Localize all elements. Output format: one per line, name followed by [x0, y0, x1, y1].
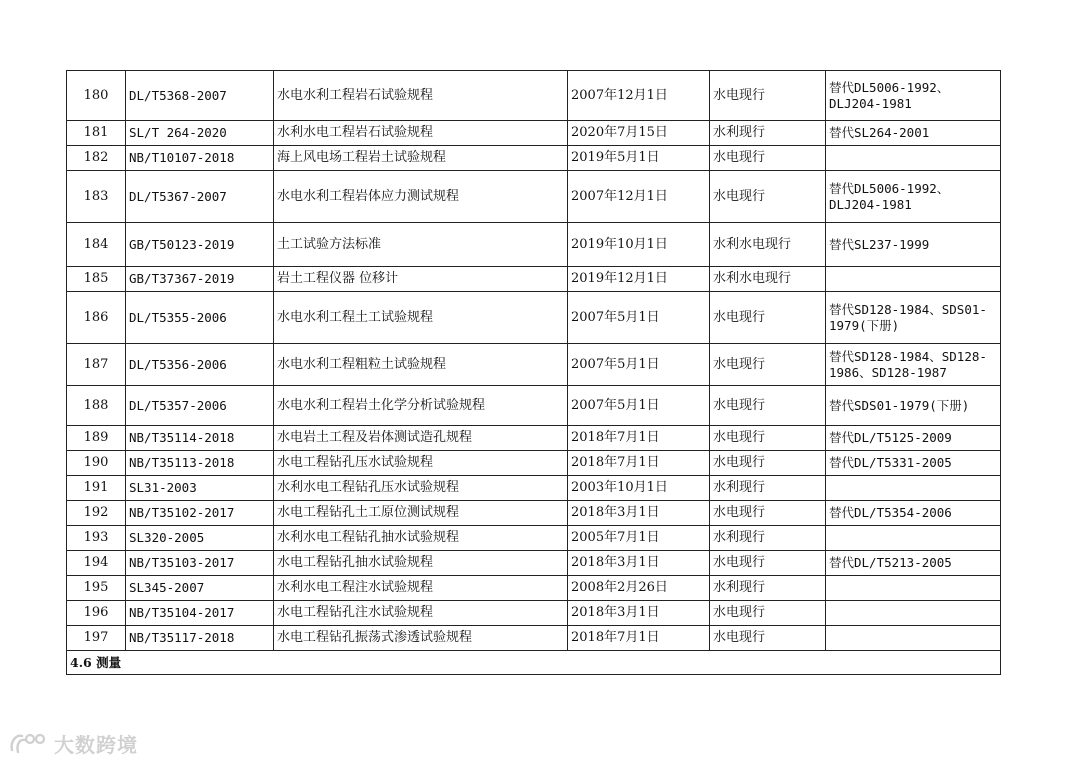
- standards-table: [66, 70, 1001, 675]
- replaces-text: [826, 576, 1001, 601]
- row-number: 186: [67, 292, 126, 344]
- replaces-text: 替代DL/T5331-2005: [826, 451, 1001, 476]
- standard-name: 水电岩土工程及岩体测试造孔规程: [274, 426, 568, 451]
- replaces-text: [826, 476, 1001, 501]
- replaces-text: 替代SD128-1984、SD128- 1986、SD128-1987: [826, 344, 1001, 386]
- table-row: [67, 267, 1001, 292]
- status-text: 水电现行: [710, 501, 826, 526]
- effective-date: 2007年5月1日: [568, 386, 710, 426]
- standard-name: 水利水电工程注水试验规程: [274, 576, 568, 601]
- standard-code: DL/T5367-2007: [126, 171, 274, 223]
- row-number: 182: [67, 146, 126, 171]
- table-row: [67, 121, 1001, 146]
- replaces-text: 替代SD128-1984、SDS01- 1979(下册): [826, 292, 1001, 344]
- standards-table-body: [67, 71, 1001, 675]
- standard-code: NB/T35113-2018: [126, 451, 274, 476]
- table-row: [67, 223, 1001, 267]
- replaces-text: [826, 267, 1001, 292]
- replaces-text: 替代DL/T5213-2005: [826, 551, 1001, 576]
- effective-date: 2018年3月1日: [568, 501, 710, 526]
- row-number: 195: [67, 576, 126, 601]
- row-number: 190: [67, 451, 126, 476]
- table-row: [67, 386, 1001, 426]
- status-text: 水利现行: [710, 121, 826, 146]
- table-row: [67, 626, 1001, 651]
- effective-date: 2019年5月1日: [568, 146, 710, 171]
- replaces-text: 替代DL/T5354-2006: [826, 501, 1001, 526]
- status-text: 水电现行: [710, 344, 826, 386]
- table-row: [67, 171, 1001, 223]
- standard-name: 水电水利工程岩土化学分析试验规程: [274, 386, 568, 426]
- effective-date: 2008年2月26日: [568, 576, 710, 601]
- table-row: [67, 344, 1001, 386]
- effective-date: 2005年7月1日: [568, 526, 710, 551]
- watermark-text: 大数跨境: [54, 732, 138, 757]
- table-row: [67, 551, 1001, 576]
- replaces-text: 替代DL5006-1992、 DLJ204-1981: [826, 171, 1001, 223]
- standard-name: 水电水利工程岩体应力测试规程: [274, 171, 568, 223]
- row-number: 192: [67, 501, 126, 526]
- standard-code: GB/T50123-2019: [126, 223, 274, 267]
- table-row: [67, 71, 1001, 121]
- row-number: 193: [67, 526, 126, 551]
- watermark: [8, 726, 138, 760]
- table-row: [67, 601, 1001, 626]
- standard-name: 岩土工程仪器 位移计: [274, 267, 568, 292]
- status-text: 水电现行: [710, 146, 826, 171]
- table-row: [67, 576, 1001, 601]
- status-text: 水利水电现行: [710, 267, 826, 292]
- replaces-text: 替代DL/T5125-2009: [826, 426, 1001, 451]
- standard-code: NB/T35103-2017: [126, 551, 274, 576]
- standard-code: SL31-2003: [126, 476, 274, 501]
- table-row: [67, 476, 1001, 501]
- effective-date: 2018年3月1日: [568, 601, 710, 626]
- replaces-text: [826, 526, 1001, 551]
- row-number: 191: [67, 476, 126, 501]
- row-number: 189: [67, 426, 126, 451]
- standard-name: 水利水电工程钻孔压水试验规程: [274, 476, 568, 501]
- table-row: [67, 426, 1001, 451]
- standard-code: NB/T35104-2017: [126, 601, 274, 626]
- row-number: 184: [67, 223, 126, 267]
- effective-date: 2007年12月1日: [568, 71, 710, 121]
- row-number: 187: [67, 344, 126, 386]
- standard-code: DL/T5357-2006: [126, 386, 274, 426]
- status-text: 水利水电现行: [710, 223, 826, 267]
- effective-date: 2007年5月1日: [568, 292, 710, 344]
- row-number: 197: [67, 626, 126, 651]
- status-text: 水利现行: [710, 526, 826, 551]
- standard-code: SL/T 264-2020: [126, 121, 274, 146]
- row-number: 188: [67, 386, 126, 426]
- standard-name: 水电工程钻孔注水试验规程: [274, 601, 568, 626]
- standard-name: 水电水利工程粗粒土试验规程: [274, 344, 568, 386]
- row-number: 181: [67, 121, 126, 146]
- standard-name: 水利水电工程钻孔抽水试验规程: [274, 526, 568, 551]
- replaces-text: 替代SL237-1999: [826, 223, 1001, 267]
- effective-date: 2018年3月1日: [568, 551, 710, 576]
- status-text: 水电现行: [710, 292, 826, 344]
- status-text: 水电现行: [710, 451, 826, 476]
- standard-name: 海上风电场工程岩土试验规程: [274, 146, 568, 171]
- effective-date: 2018年7月1日: [568, 626, 710, 651]
- status-text: 水电现行: [710, 386, 826, 426]
- effective-date: 2003年10月1日: [568, 476, 710, 501]
- standard-code: DL/T5368-2007: [126, 71, 274, 121]
- standard-code: SL345-2007: [126, 576, 274, 601]
- effective-date: 2019年12月1日: [568, 267, 710, 292]
- section-row: [67, 651, 1001, 675]
- status-text: 水电现行: [710, 626, 826, 651]
- status-text: 水电现行: [710, 601, 826, 626]
- standard-code: NB/T10107-2018: [126, 146, 274, 171]
- replaces-text: 替代DL5006-1992、 DLJ204-1981: [826, 71, 1001, 121]
- row-number: 183: [67, 171, 126, 223]
- replaces-text: 替代SL264-2001: [826, 121, 1001, 146]
- brand-logo-icon: [8, 730, 48, 756]
- standard-code: SL320-2005: [126, 526, 274, 551]
- effective-date: 2019年10月1日: [568, 223, 710, 267]
- standard-code: DL/T5355-2006: [126, 292, 274, 344]
- standard-name: 水电水利工程土工试验规程: [274, 292, 568, 344]
- effective-date: 2007年12月1日: [568, 171, 710, 223]
- replaces-text: [826, 626, 1001, 651]
- status-text: 水电现行: [710, 71, 826, 121]
- status-text: 水电现行: [710, 551, 826, 576]
- effective-date: 2018年7月1日: [568, 426, 710, 451]
- standard-code: GB/T37367-2019: [126, 267, 274, 292]
- status-text: 水利现行: [710, 576, 826, 601]
- effective-date: 2020年7月15日: [568, 121, 710, 146]
- standard-name: 水电工程钻孔振荡式渗透试验规程: [274, 626, 568, 651]
- standard-name: 水电工程钻孔土工原位测试规程: [274, 501, 568, 526]
- standard-name: 水电工程钻孔压水试验规程: [274, 451, 568, 476]
- row-number: 185: [67, 267, 126, 292]
- standard-code: DL/T5356-2006: [126, 344, 274, 386]
- table-row: [67, 292, 1001, 344]
- standard-code: NB/T35117-2018: [126, 626, 274, 651]
- effective-date: 2007年5月1日: [568, 344, 710, 386]
- status-text: 水电现行: [710, 426, 826, 451]
- table-row: [67, 451, 1001, 476]
- standard-code: NB/T35114-2018: [126, 426, 274, 451]
- standard-code: NB/T35102-2017: [126, 501, 274, 526]
- table-row: [67, 526, 1001, 551]
- row-number: 196: [67, 601, 126, 626]
- table-row: [67, 501, 1001, 526]
- replaces-text: [826, 146, 1001, 171]
- standard-name: 水电水利工程岩石试验规程: [274, 71, 568, 121]
- standard-name: 水电工程钻孔抽水试验规程: [274, 551, 568, 576]
- status-text: 水电现行: [710, 171, 826, 223]
- replaces-text: [826, 601, 1001, 626]
- standard-name: 土工试验方法标准: [274, 223, 568, 267]
- table-row: [67, 146, 1001, 171]
- status-text: 水利现行: [710, 476, 826, 501]
- row-number: 194: [67, 551, 126, 576]
- replaces-text: 替代SDS01-1979(下册): [826, 386, 1001, 426]
- standard-name: 水利水电工程岩石试验规程: [274, 121, 568, 146]
- section-heading: 4.6 测量: [67, 651, 1001, 675]
- effective-date: 2018年7月1日: [568, 451, 710, 476]
- row-number: 180: [67, 71, 126, 121]
